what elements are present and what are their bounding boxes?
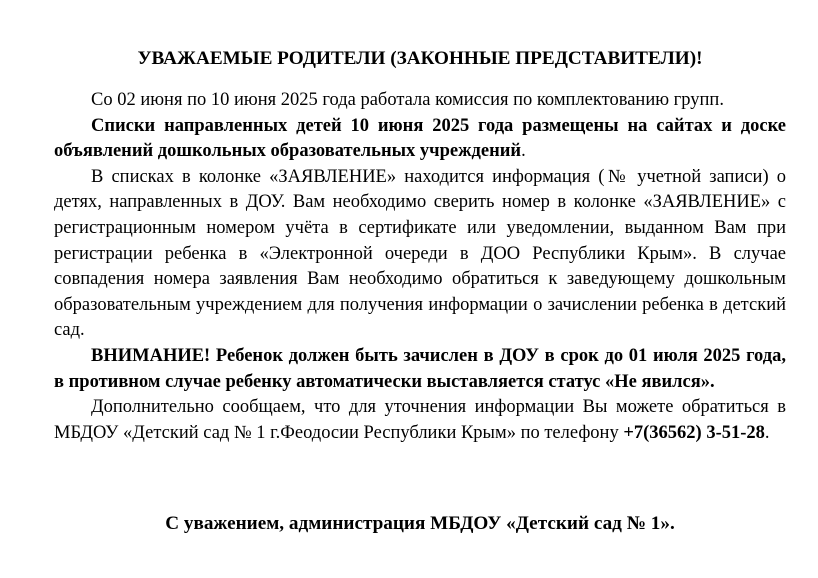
lists-published-bold: Списки направленных детей 10 июня 2025 года размещены на сайтах и доске объявлений дошкольных образовательных учреждений [54,115,786,162]
paragraph-contact [54,395,786,446]
paragraph-commission: Со 02 июня по 10 июня 2025 года работала комиссия по комплектованию групп. [91,90,724,110]
paragraph-lists-published [54,114,786,165]
notice-title: УВАЖАЕМЫЕ РОДИТЕЛИ (ЗАКОННЫЕ ПРЕДСТАВИТЕЛИ)! [137,48,703,69]
notice-body [54,88,786,446]
paragraph-attention [54,344,786,395]
signature: С уважением, администрация МБДОУ «Детский сад № 1». [165,513,675,534]
contact-text: Дополнительно сообщаем, что для уточнения информации Вы можете обратиться в МБДОУ «Детский сад № 1 г.Феодосии Республики Крым» по телефону [54,397,786,443]
contact-tail: . [764,422,770,443]
attention-bold: ВНИМАНИЕ! Ребенок должен быть зачислен в ДОУ в срок до 01 июля 2025 года, в противном случае ребенку автоматически выставляется статус «Не явился». [54,345,786,392]
paragraph-application-column: В списках в колонке «ЗАЯВЛЕНИЕ» находится информация (№ учетной записи) о детях, направленных в ДОУ. Вам необходимо сверить номер в колонке «ЗАЯВЛЕНИЕ» с регистрационным номером учёта в сертификате или уведомлении, выданном Вам при регистрации ребенка в «Электронной очереди в ДОО Республики Крым». В случае совпадения номера заявления Вам необходимо обратиться к заведующему дошкольным образовательным учреждением для получения информации о зачислении ребенка в детский сад. [54,166,786,341]
contact-phone: +7(36562) 3-51-28 [623,422,765,443]
lists-published-tail: . [521,141,526,162]
